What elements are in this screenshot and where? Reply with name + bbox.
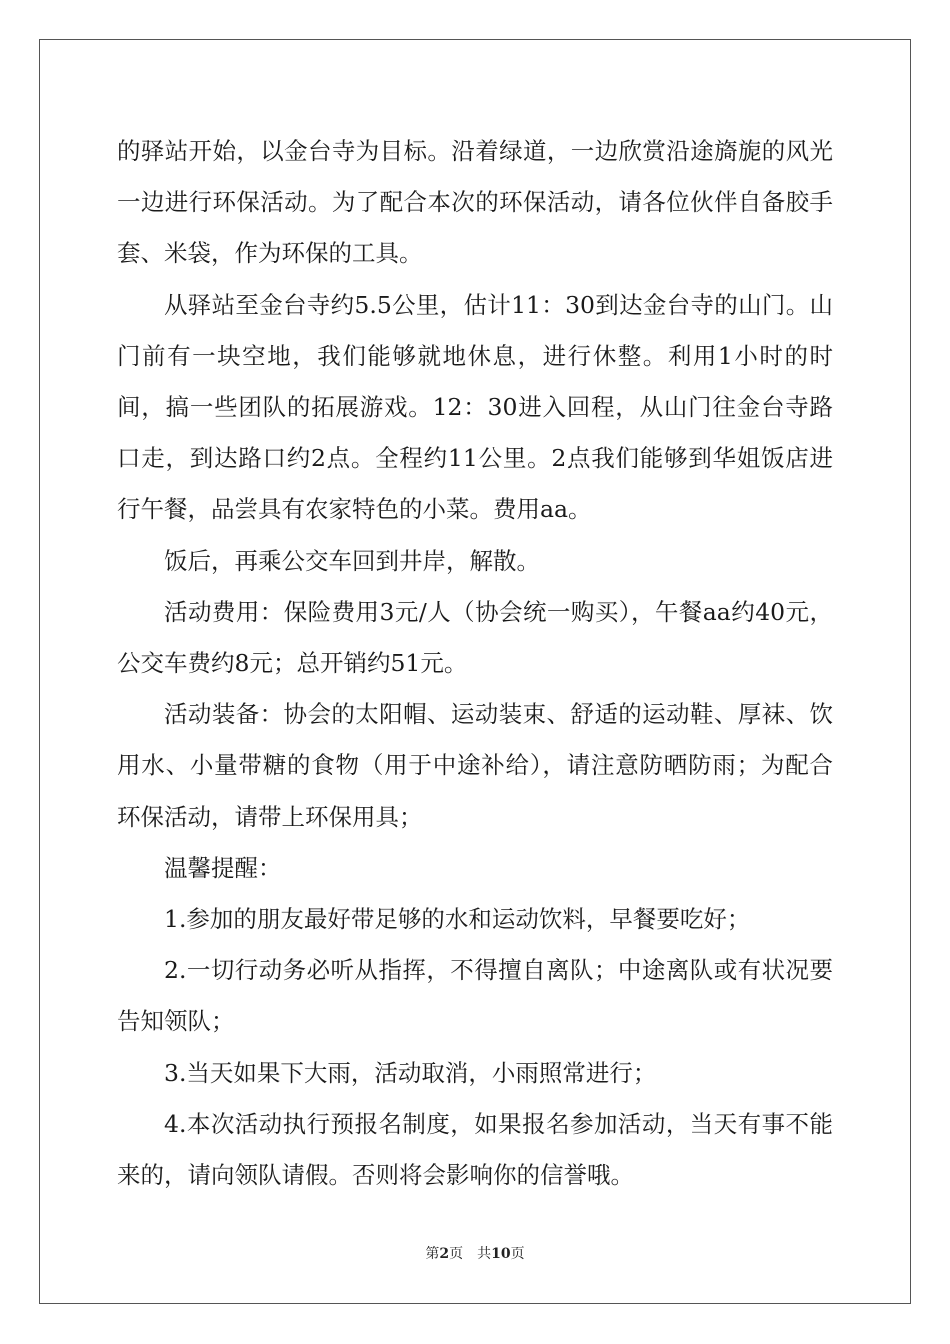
page-prefix: 第 xyxy=(425,1246,440,1262)
reminder-item-1: 1.参加的朋友最好带足够的水和运动饮料，早餐要吃好； xyxy=(164,905,751,934)
total-pages: 10 xyxy=(491,1246,511,1262)
total-prefix: 共 xyxy=(477,1246,492,1262)
paragraph-activity-cost: 活动费用：保险费用3元/人（协会统一购买），午餐aa约40元，公交车费约8元；总开销约51元。 xyxy=(117,597,833,678)
paragraph-2: 从驿站至金台寺约5.5公里，估计11：30到达金台寺的山门。山门前有一块空地，我们能够就地休息，进行休整。利用1小时的时间，搞一些团队的拓展游戏。12：30进入回程，从山门往金台寺路口走，到达路口约2点。全程约11公里。2点我们能够到华姐饭店进行午餐，品尝具有农家特色的小菜。费用aa。 xyxy=(117,290,833,524)
paragraph-activity-equipment: 活动装备：协会的太阳帽、运动装束、舒适的运动鞋、厚袜、饮用水、小量带糖的食物（用于中途补给），请注意防晒防雨；为配合环保活动，请带上环保用具； xyxy=(117,700,833,831)
paragraph-3: 饭后，再乘公交车回到井岸，解散。 xyxy=(164,546,540,575)
reminder-item-2: 2.一切行动务必听从指挥，不得擅自离队；中途离队或有状况要告知领队； xyxy=(117,956,833,1036)
page-footer xyxy=(0,1244,950,1264)
page-suffix: 页 xyxy=(449,1246,464,1262)
reminder-heading: 温馨提醒： xyxy=(164,853,282,882)
reminder-item-4: 4.本次活动执行预报名制度，如果报名参加活动，当天有事不能来的，请向领队请假。否则将会影响你的信誉哦。 xyxy=(117,1109,833,1190)
paragraph-1: 的驿站开始，以金台寺为目标。沿着绿道，一边欣赏沿途旖旎的风光一边进行环保活动。为了配合本次的环保活动，请各位伙伴自备胶手套、米袋，作为环保的工具。 xyxy=(117,137,833,268)
page-number: 2 xyxy=(439,1246,450,1262)
document-body xyxy=(117,126,833,1201)
total-suffix: 页 xyxy=(510,1246,525,1262)
reminder-item-3: 3.当天如果下大雨，活动取消，小雨照常进行； xyxy=(164,1058,657,1087)
